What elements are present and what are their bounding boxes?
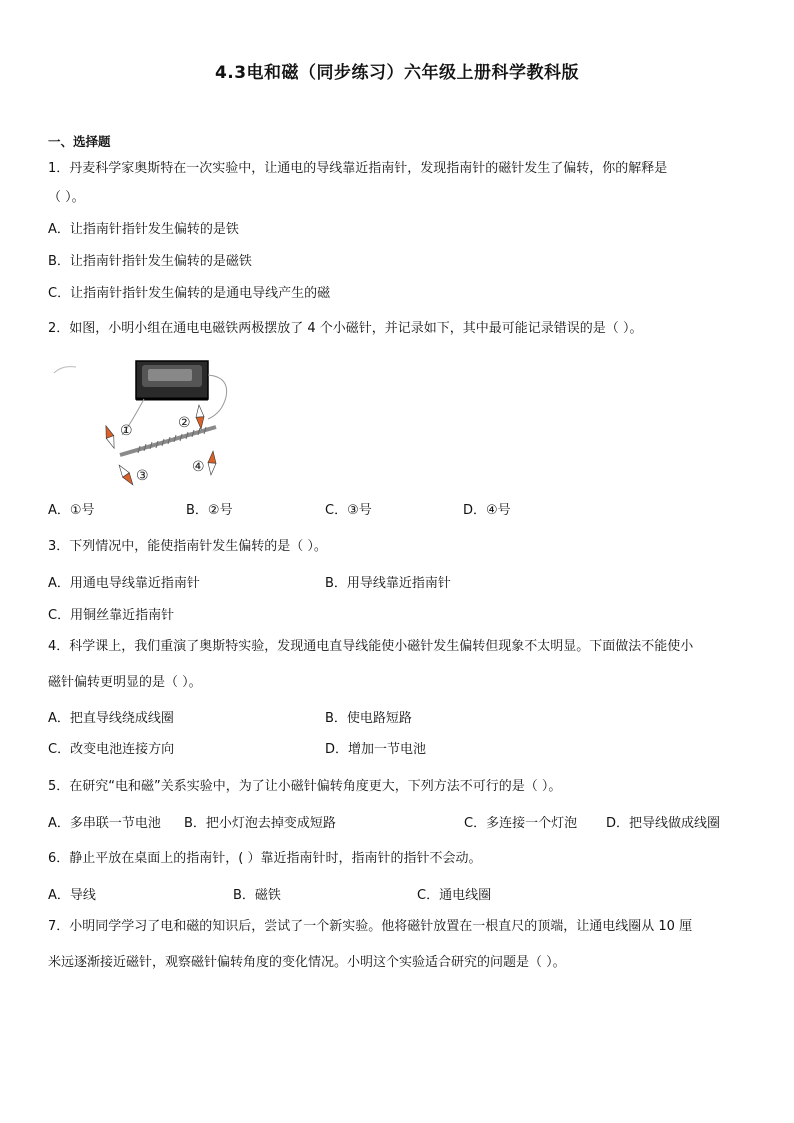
question-6-option-c: C．通电线圈 xyxy=(417,888,492,903)
question-6-option-a: A．导线 xyxy=(48,888,96,903)
figure-label-1: ① xyxy=(120,423,133,439)
compass-needle-1 xyxy=(102,424,118,449)
question-1-stem-line1: 1．丹麦科学家奥斯特在一次实验中，让通电的导线靠近指南针，发现指南针的磁针发生了偏转，你的解释是 xyxy=(48,161,668,176)
question-1-option-c: C．让指南针指针发生偏转的是通电导线产生的磁 xyxy=(48,286,331,301)
question-2-stem: 2．如图，小明小组在通电电磁铁两极摆放了 4 个小磁针，并记录如下，其中最可能记录错误的是（ ）。 xyxy=(48,321,643,336)
question-3-option-a: A．用通电导线靠近指南针 xyxy=(48,576,200,591)
question-3-option-c: C．用铜丝靠近指南针 xyxy=(48,608,175,623)
question-2-option-b: B．②号 xyxy=(186,503,233,518)
compass-needle-3 xyxy=(116,463,136,487)
page-title: 4.3电和磁（同步练习）六年级上册科学教科版 xyxy=(214,63,580,83)
question-2-option-c: C．③号 xyxy=(325,503,372,518)
question-1-option-b: B．让指南针指针发生偏转的是磁铁 xyxy=(48,254,252,269)
question-4-option-d: D．增加一节电池 xyxy=(325,742,427,757)
question-7-stem-line1: 7．小明同学学习了电和磁的知识后，尝试了一个新实验。他将磁针放置在一根直尺的顶端，让通电线圈从 10 厘 xyxy=(48,919,693,934)
question-6-stem: 6．静止平放在桌面上的指南针，( ）靠近指南针时，指南针的指针不会动。 xyxy=(48,851,482,866)
question-4-option-c: C．改变电池连接方向 xyxy=(48,742,175,757)
question-7-stem-line2: 米远逐渐接近磁针，观察磁针偏转角度的变化情况。小明这个实验适合研究的问题是（ ）。 xyxy=(48,955,566,970)
wire-left xyxy=(54,367,76,373)
question-2-option-d: D．④号 xyxy=(463,503,511,518)
question-2-option-a: A．①号 xyxy=(48,503,95,518)
nail xyxy=(120,427,216,455)
figure-label-4: ④ xyxy=(192,459,205,475)
question-3-option-b: B．用导线靠近指南针 xyxy=(325,576,451,591)
electromagnet-figure xyxy=(48,355,248,495)
question-4-stem-line1: 4．科学课上，我们重演了奥斯特实验，发现通电直导线能使小磁针发生偏转但现象不太明显。下面做法不能使小 xyxy=(48,639,694,654)
question-3-stem: 3．下列情况中，能使指南针发生偏转的是（ ）。 xyxy=(48,539,327,554)
figure-label-2: ② xyxy=(178,415,191,431)
question-5-stem: 5．在研究“电和磁”关系实验中，为了让小磁针偏转角度更大，下列方法不可行的是（ ）。 xyxy=(48,779,562,794)
question-5-option-b: B．把小灯泡去掉变成短路 xyxy=(184,816,336,831)
question-1-option-a: A．让指南针指针发生偏转的是铁 xyxy=(48,222,239,237)
question-4-option-b: B．使电路短路 xyxy=(325,711,412,726)
question-5-option-d: D．把导线做成线圈 xyxy=(606,816,721,831)
figure-label-3: ③ xyxy=(136,468,149,484)
wire-right xyxy=(208,375,227,419)
compass-needle-4 xyxy=(207,451,217,476)
question-1-stem-line2: （ ）。 xyxy=(48,190,85,205)
question-5-option-a: A．多串联一节电池 xyxy=(48,816,161,831)
battery-label xyxy=(148,369,192,381)
question-4-stem-line2: 磁针偏转更明显的是（ ）。 xyxy=(48,675,202,690)
question-4-option-a: A．把直导线绕成线圈 xyxy=(48,711,174,726)
section-heading: 一、选择题 xyxy=(48,134,111,149)
electromagnet-diagram xyxy=(48,355,248,495)
question-6-option-b: B．磁铁 xyxy=(233,888,281,903)
compass-needle-2 xyxy=(195,405,205,430)
question-5-option-c: C．多连接一个灯泡 xyxy=(464,816,578,831)
